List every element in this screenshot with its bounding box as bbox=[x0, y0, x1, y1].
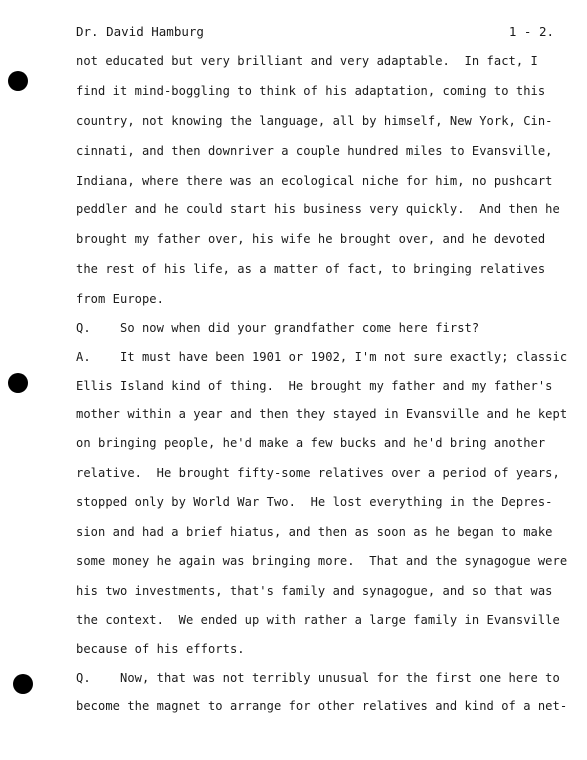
question-line: Q. So now when did your grandfather come here first? bbox=[76, 321, 480, 335]
question-line: Q. Now, that was not terribly unusual for the first one here to bbox=[76, 671, 560, 685]
transcript-line: brought my father over, his wife he brought over, and he devoted bbox=[76, 232, 546, 246]
transcript-line: the context. We ended up with rather a large family in Evansville bbox=[76, 613, 560, 627]
transcript-line: become the magnet to arrange for other relatives and kind of a net- bbox=[76, 699, 568, 713]
transcript-line: stopped only by World War Two. He lost everything in the Depres- bbox=[76, 495, 553, 509]
binder-hole-middle bbox=[8, 373, 28, 393]
page-header-name: Dr. David Hamburg bbox=[76, 24, 204, 39]
transcript-line: the rest of his life, as a matter of fact, to bringing relatives bbox=[76, 262, 546, 276]
transcript-line: peddler and he could start his business very quickly. And then he bbox=[76, 202, 560, 216]
binder-hole-top bbox=[8, 71, 28, 91]
transcript-line: cinnati, and then downriver a couple hundred miles to Evansville, bbox=[76, 144, 553, 158]
transcript-line: from Europe. bbox=[76, 292, 164, 306]
transcript-line: some money he again was bringing more. That and the synagogue were bbox=[76, 554, 568, 568]
transcript-line: his two investments, that's family and synagogue, and so that was bbox=[76, 584, 553, 598]
transcript-line: because of his efforts. bbox=[76, 642, 245, 656]
transcript-line: on bringing people, he'd make a few bucks and he'd bring another bbox=[76, 436, 546, 450]
transcript-line: not educated but very brilliant and very adaptable. In fact, I bbox=[76, 54, 538, 68]
binder-hole-bottom bbox=[13, 674, 33, 694]
transcript-line: country, not knowing the language, all by himself, New York, Cin- bbox=[76, 114, 553, 128]
transcript-line: relative. He brought fifty-some relatives over a period of years, bbox=[76, 466, 560, 480]
transcript-line: mother within a year and then they stayed in Evansville and he kept bbox=[76, 407, 568, 421]
transcript-line: Ellis Island kind of thing. He brought my father and my father's bbox=[76, 379, 553, 393]
transcript-line: sion and had a brief hiatus, and then as soon as he began to make bbox=[76, 525, 553, 539]
transcript-line: Indiana, where there was an ecological niche for him, no pushcart bbox=[76, 174, 553, 188]
answer-line: A. It must have been 1901 or 1902, I'm not sure exactly; classic bbox=[76, 350, 568, 364]
transcript-line: find it mind-boggling to think of his adaptation, coming to this bbox=[76, 84, 546, 98]
page-number: 1 - 2. bbox=[508, 24, 554, 39]
